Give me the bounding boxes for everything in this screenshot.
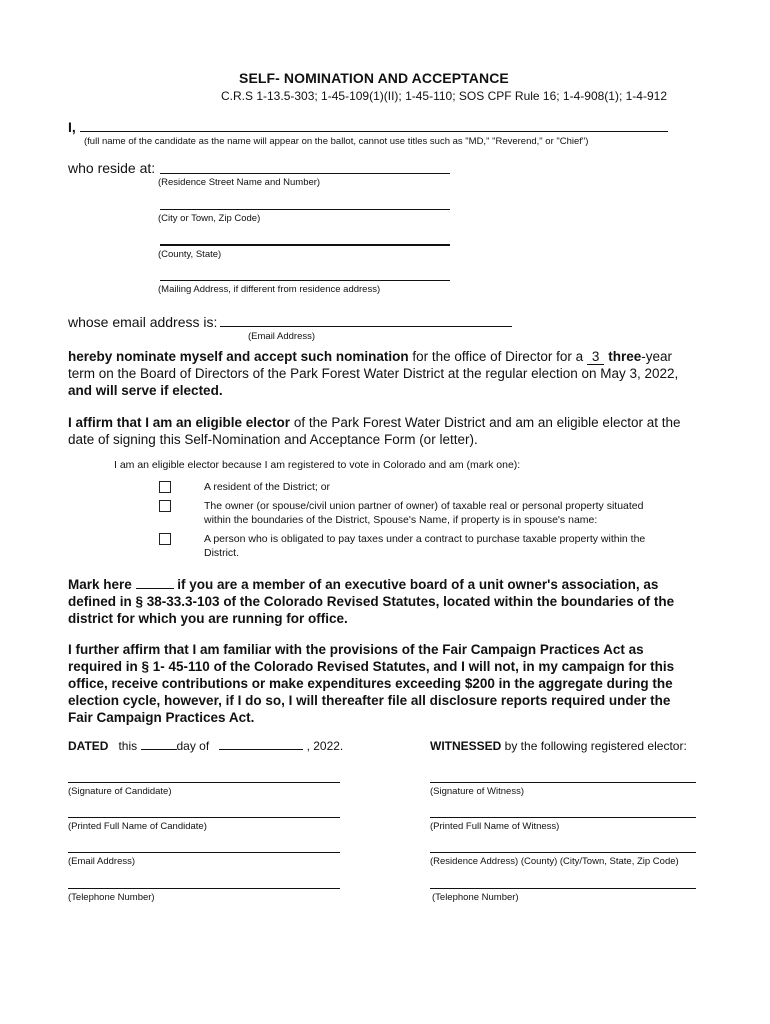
- nomination-line-3: and will serve if elected.: [68, 383, 223, 398]
- mark-here-lead: Mark here: [68, 577, 136, 592]
- option-taxpayer: [204, 533, 724, 560]
- candidate-email-field[interactable]: [68, 852, 340, 853]
- witness-phone-field[interactable]: [430, 888, 696, 889]
- affirm-elector-text: of the Park Forest Water District and am an eligible elector at the: [290, 415, 681, 430]
- dated-label: DATED: [68, 739, 109, 753]
- mark-here-line-3: district for which you are running for office.: [68, 611, 348, 626]
- dated-row: [68, 739, 343, 753]
- nomination-bold-lead: hereby nominate myself and accept such nomination: [68, 349, 409, 364]
- candidate-name-caption: (full name of the candidate as the name will appear on the ballot, cannot use titles such as "MD," "Reverend," or "Chief"): [84, 136, 589, 147]
- resident-checkbox[interactable]: [159, 481, 171, 493]
- witness-residence-caption: (Residence Address) (County) (City/Town, State, Zip Code): [430, 856, 679, 867]
- candidate-prefix: I,: [68, 119, 76, 135]
- witness-signature-caption: (Signature of Witness): [430, 786, 524, 797]
- residence-county-caption: (County, State): [158, 249, 222, 260]
- eligibility-intro: I am an eligible elector because I am registered to vote in Colorado and am (mark one):: [114, 459, 521, 471]
- witnessed-row: [430, 739, 687, 753]
- candidate-printed-name-caption: (Printed Full Name of Candidate): [68, 821, 207, 832]
- dated-this: this: [118, 739, 138, 753]
- option-owner-line-2: within the boundaries of the District, Spouse's Name, if property is in spouse's name:: [204, 513, 598, 526]
- residence-county-field[interactable]: [160, 244, 450, 246]
- option-owner-line-1: The owner (or spouse/civil union partner of owner) of taxable real or personal property situated: [204, 500, 644, 512]
- email-field[interactable]: [220, 326, 512, 327]
- taxpayer-checkbox[interactable]: [159, 533, 171, 545]
- witness-phone-caption: (Telephone Number): [432, 892, 519, 903]
- option-resident: [204, 481, 724, 495]
- witnessed-label: WITNESSED: [430, 739, 502, 753]
- residence-city-field[interactable]: [160, 209, 450, 210]
- mark-here-line-1: [68, 576, 728, 593]
- option-owner: [204, 500, 724, 527]
- form-title: SELF- NOMINATION AND ACCEPTANCE: [239, 70, 509, 86]
- fcpa-line-2: required in § 1- 45-110 of the Colorado Revised Statutes, and I will not, in my campaign for this: [68, 659, 675, 674]
- term-suffix: -year: [641, 349, 672, 364]
- residence-label: who reside at:: [68, 160, 156, 176]
- option-resident-text: A resident of the District; or: [204, 481, 331, 493]
- nomination-line-2: term on the Board of Directors of the Park Forest Water District at the regular election on May 3, 2022,: [68, 366, 679, 381]
- witness-residence-field[interactable]: [430, 852, 696, 853]
- option-taxpayer-line-1: A person who is obligated to pay taxes under a contract to purchase taxable property within the: [204, 533, 646, 545]
- fcpa-line-5: Fair Campaign Practices Act.: [68, 710, 255, 725]
- nomination-line-1: [68, 348, 708, 365]
- mailing-address-field[interactable]: [160, 280, 450, 281]
- candidate-email-caption: (Email Address): [68, 856, 136, 867]
- residence-street-caption: (Residence Street Name and Number): [158, 177, 321, 188]
- residence-city-caption: (City or Town, Zip Code): [158, 213, 261, 224]
- owner-checkbox[interactable]: [159, 500, 171, 512]
- hoa-mark-field[interactable]: [136, 576, 174, 589]
- term-word: three: [608, 349, 642, 364]
- witnessed-text: by the following registered elector:: [501, 739, 687, 753]
- fcpa-line-3: office, receive contributions or make expenditures exceeding $200 in the aggregate during the: [68, 676, 673, 691]
- candidate-signature-caption: (Signature of Candidate): [68, 786, 172, 797]
- fcpa-line-1: I further affirm that I am familiar with the provisions of the Fair Campaign Practices Act as: [68, 642, 644, 657]
- mark-here-text: if you are a member of an executive board of a unit owner's association, as: [173, 577, 659, 592]
- witness-printed-name-caption: (Printed Full Name of Witness): [430, 821, 560, 832]
- witness-signature-field[interactable]: [430, 782, 696, 783]
- witness-printed-name-field[interactable]: [430, 817, 696, 818]
- term-number[interactable]: 3: [587, 349, 605, 365]
- affirm-elector-bold: I affirm that I am an eligible elector: [68, 415, 291, 430]
- mailing-address-caption: (Mailing Address, if different from residence address): [158, 284, 381, 295]
- affirm-elector-line-1: [68, 414, 728, 431]
- affirm-elector-line-2: date of signing this Self-Nomination and Acceptance Form (or letter).: [68, 432, 478, 447]
- dated-month-field[interactable]: [219, 739, 303, 750]
- fcpa-line-4: election cycle, however, if I do so, I will thereafter file all disclosure reports required under the: [68, 693, 671, 708]
- email-label: whose email address is:: [68, 314, 218, 330]
- statute-references: C.R.S 1-13.5-303; 1-45-109(1)(II); 1-45-110; SOS CPF Rule 16; 1-4-908(1); 1-4-912: [221, 89, 667, 103]
- dated-day-field[interactable]: [141, 739, 177, 750]
- candidate-phone-caption: (Telephone Number): [68, 892, 155, 903]
- candidate-signature-field[interactable]: [68, 782, 340, 783]
- option-taxpayer-line-2: District.: [204, 546, 239, 559]
- nomination-text: for the office of Director for a: [408, 349, 587, 364]
- candidate-name-field[interactable]: [80, 131, 668, 132]
- email-caption: (Email Address): [248, 331, 316, 342]
- candidate-printed-name-field[interactable]: [68, 817, 340, 818]
- dated-year: , 2022.: [306, 739, 344, 753]
- residence-street-field[interactable]: [160, 173, 450, 174]
- mark-here-line-2: defined in § 38-33.3-103 of the Colorado Revised Statutes, located within the boundaries of the: [68, 594, 675, 609]
- candidate-phone-field[interactable]: [68, 888, 340, 889]
- dated-day-of: day of: [176, 739, 210, 753]
